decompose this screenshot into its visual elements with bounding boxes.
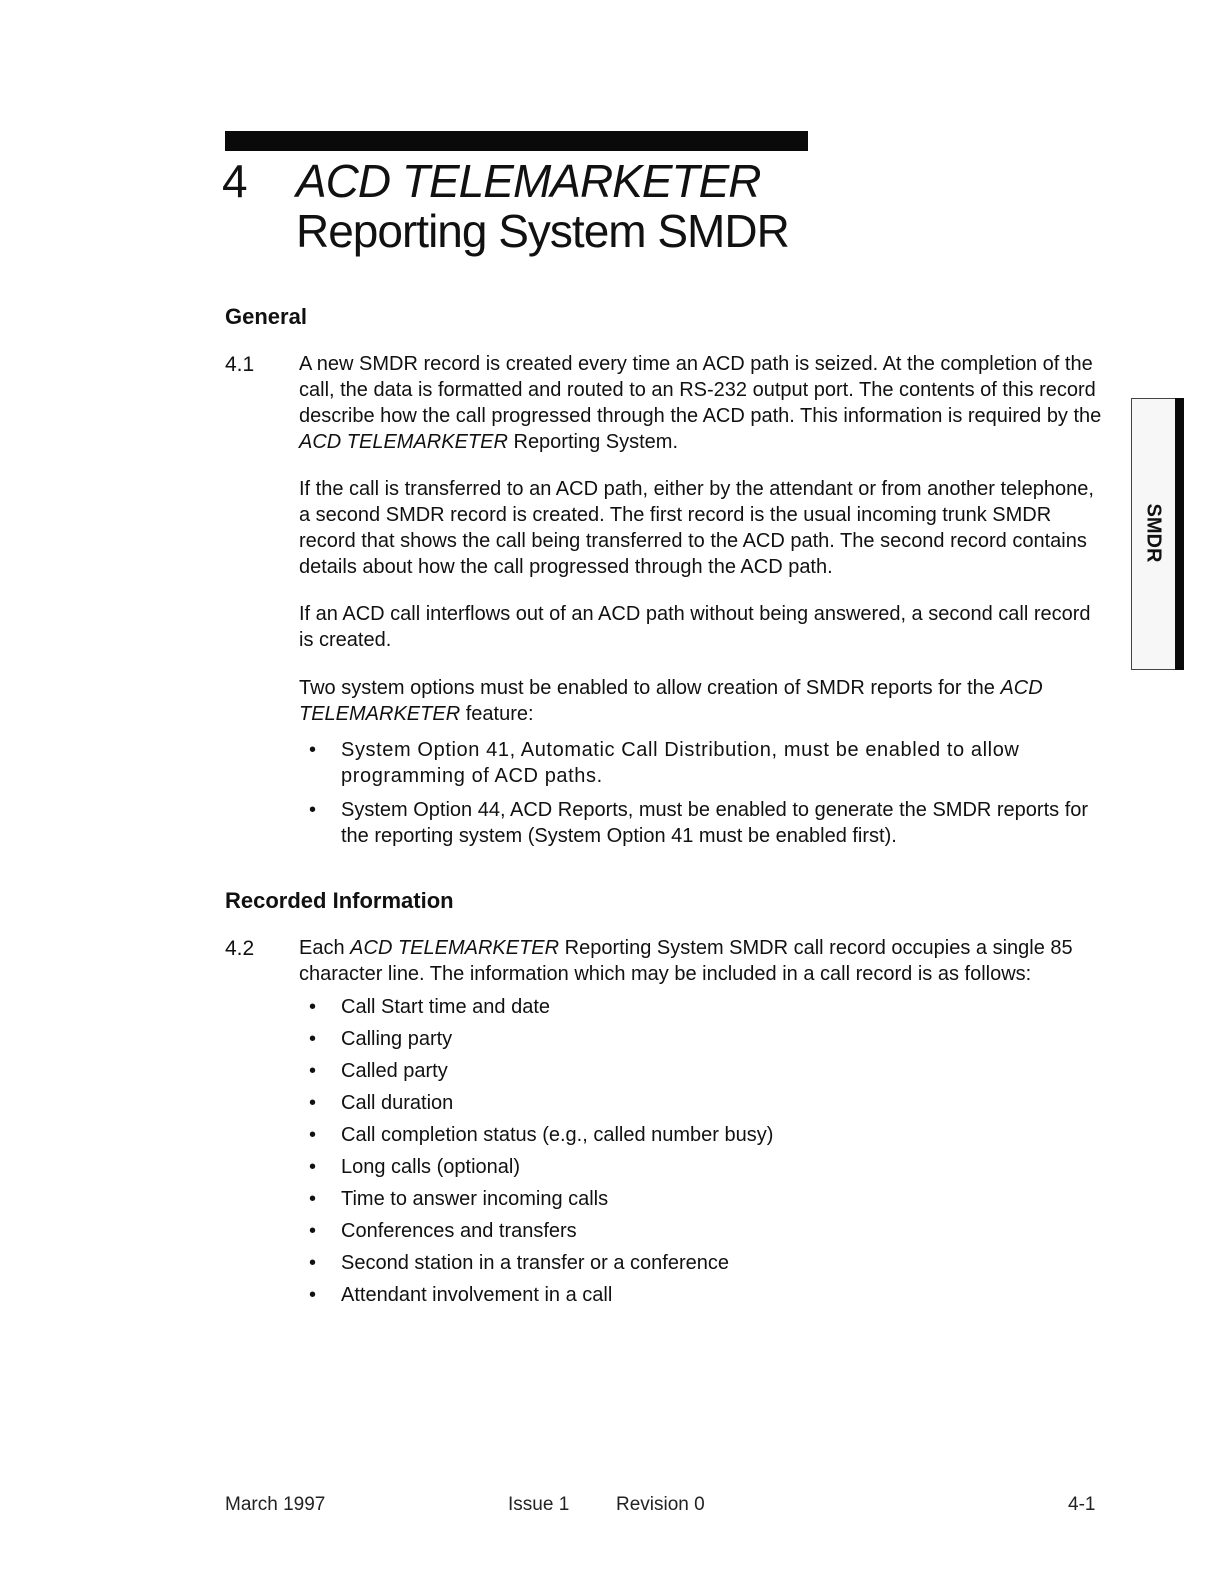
- section-heading-recorded-information: Recorded Information: [225, 888, 454, 913]
- list-item: • Time to answer incoming calls: [299, 1183, 1109, 1215]
- list-item: • Attendant involvement in a call: [299, 1279, 1109, 1311]
- list-item: • Called party: [299, 1055, 1109, 1087]
- section-thumb-tab-edge: [1175, 398, 1184, 670]
- paragraph-interflow: If an ACD call interflows out of an ACD path without being answered, a second call record is created.: [299, 603, 1091, 651]
- system-options-list: [299, 737, 1109, 857]
- product-name: ACD TELEMARKETER: [299, 677, 1043, 725]
- section-heading-general: General: [225, 304, 307, 329]
- footer-revision: Revision 0: [616, 1494, 705, 1515]
- chapter-title-line2: Reporting System SMDR: [296, 205, 789, 257]
- chapter-title-line1: ACD TELEMARKETER: [296, 155, 761, 207]
- list-item: • Calling party: [299, 1023, 1109, 1055]
- paragraph-options: Two system options must be enabled to allow creation of SMDR reports for the ACD TELEMARKETER feature:: [299, 677, 1043, 725]
- section-thumb-tab-label: SMDR: [1142, 503, 1165, 563]
- page-number: 4-1: [1068, 1494, 1096, 1515]
- list-item: • System Option 41, Automatic Call Distribution, must be enabled to allow programming of ACD paths.: [299, 737, 1109, 789]
- paragraph-transfer: If the call is transferred to an ACD path, either by the attendant or from another telephone, a second SMDR record is created. The first record is the usual incoming trunk SMDR record that shows the call being transferred to the ACD path. The second record contains details about how the call progressed through the ACD path.: [299, 478, 1094, 578]
- footer-issue: Issue 1: [508, 1494, 570, 1515]
- list-item: • Conferences and transfers: [299, 1215, 1109, 1247]
- recorded-information-list: [299, 991, 1109, 1311]
- list-item: • System Option 44, ACD Reports, must be enabled to generate the SMDR reports for the reporting system (System Option 41 must be enabled first).: [299, 797, 1109, 849]
- chapter-number: 4: [222, 155, 247, 207]
- product-name: ACD TELEMARKETER: [350, 937, 560, 959]
- paragraph-number: 4.1: [225, 353, 255, 376]
- list-item: • Long calls (optional): [299, 1151, 1109, 1183]
- list-item: • Call completion status (e.g., called number busy): [299, 1119, 1109, 1151]
- chapter-rule: [225, 131, 808, 151]
- paragraph-4-1: A new SMDR record is created every time an ACD path is seized. At the completion of the call, the data is formatted and routed to an RS-232 output port. The contents of this record describe how the call progressed through the ACD path. This information is required by the ACD TELEMARKETER Reporting System.: [299, 353, 1102, 453]
- list-item: • Call Start time and date: [299, 991, 1109, 1023]
- footer-date: March 1997: [225, 1494, 326, 1515]
- list-item: • Call duration: [299, 1087, 1109, 1119]
- paragraph-4-2: Each ACD TELEMARKETER Reporting System SMDR call record occupies a single 85 character line. The information which may be included in a call record is as follows:: [299, 937, 1073, 985]
- list-item: • Second station in a transfer or a conference: [299, 1247, 1109, 1279]
- product-name: ACD TELEMARKETER: [299, 431, 508, 453]
- paragraph-number: 4.2: [225, 937, 255, 960]
